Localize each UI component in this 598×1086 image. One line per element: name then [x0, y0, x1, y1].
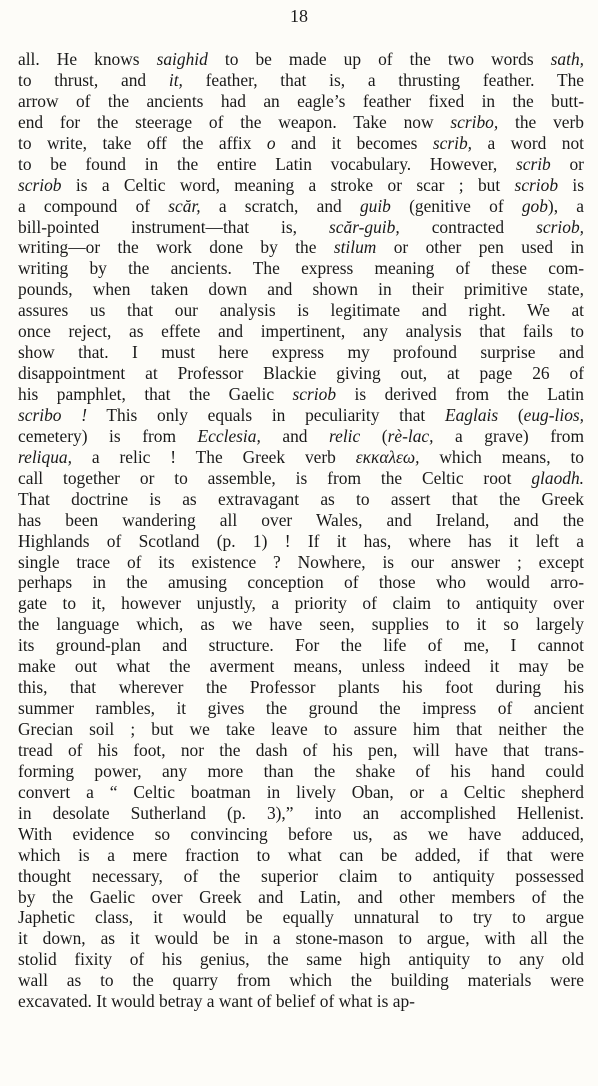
- text-run: which means, to: [419, 446, 584, 467]
- text-run: thought necessary, of the superior claim to antiquity possessed: [18, 865, 584, 886]
- italic-term: scăr-guib,: [329, 216, 400, 237]
- text-line: [18, 468, 584, 489]
- text-run: or: [550, 153, 584, 174]
- text-line: [18, 133, 584, 154]
- text-run: disappointment at Professor Blackie giving out, at page 26 of: [18, 363, 584, 384]
- italic-term: stilum: [333, 237, 377, 258]
- text-line: [18, 698, 584, 719]
- text-line: [18, 635, 584, 656]
- text-line: [18, 824, 584, 845]
- text-run: Highlands of Scotland (p. 1) ! If it has, where has it left a: [18, 530, 584, 551]
- text-run: writing—or the work done by the: [18, 237, 334, 258]
- text-run: gate to it, however unjustly, a priority of claim to antiquity over: [18, 593, 584, 614]
- text-line: [18, 677, 584, 698]
- text-run: single trace of its existence ? Nowhere, is our answer ; except: [18, 551, 584, 572]
- text-run: a compound of: [18, 195, 169, 216]
- text-run: Japhetic class, it would be equally unnatural to try to argue: [18, 907, 584, 928]
- italic-term: Ecclesia,: [197, 425, 261, 446]
- italic-term: scriob: [514, 174, 559, 195]
- text-line: [18, 342, 584, 363]
- text-line: [18, 740, 584, 761]
- italic-term: scriob: [292, 384, 337, 404]
- text-run: once reject, as effete and impertinent, any analysis that fails to: [18, 321, 584, 342]
- text-line: [18, 656, 584, 677]
- text-line: [18, 258, 584, 279]
- text-run: this, that wherever the Professor plants his foot during his: [18, 677, 584, 698]
- text-line: [18, 845, 584, 866]
- text-line: [18, 321, 584, 342]
- text-run: call together or to assemble, is from the Celtic root: [18, 467, 532, 488]
- text-run: a word not: [472, 132, 584, 153]
- text-run: bill-pointed instrument—that is,: [18, 216, 330, 237]
- text-run: stolid fixity of his genius, the same high antiquity to any old: [18, 949, 584, 970]
- text-line: [18, 866, 584, 887]
- text-run: all. He knows: [18, 49, 157, 69]
- italic-term: saighid: [156, 49, 208, 69]
- italic-term: eug-lios,: [523, 404, 584, 425]
- text-line: [18, 91, 584, 112]
- text-run: to write, take off the affix: [18, 132, 267, 153]
- text-run: tread of his foot, nor the dash of his pen, will have that trans-: [18, 739, 584, 760]
- text-line: [18, 489, 584, 510]
- text-run: a relic ! The Greek verb: [71, 446, 356, 467]
- text-line: [18, 782, 584, 803]
- text-run: make out what the averment means, unless indeed it may be: [18, 656, 584, 677]
- italic-term: it,: [168, 69, 183, 90]
- text-line: [18, 426, 584, 447]
- text-run: convert a “ Celtic boatman in lively Oban, or a Celtic shepherd: [18, 781, 584, 802]
- text-run: by the Gaelic over Greek and Latin, and other members of the: [18, 886, 584, 907]
- text-run: in desolate Sutherland (p. 3),” into an accomplished Hellenist.: [18, 802, 584, 823]
- text-line: [18, 363, 584, 384]
- text-line: [18, 300, 584, 321]
- italic-term: Eaglais: [444, 404, 499, 425]
- text-line: [18, 237, 584, 258]
- italic-term: scrib,: [432, 132, 473, 153]
- text-line: [18, 531, 584, 552]
- text-line: [18, 887, 584, 908]
- text-run: wall as to the quarry from which the building materials were: [18, 970, 584, 991]
- text-line: [18, 70, 584, 91]
- text-run: (genitive of: [390, 195, 522, 216]
- text-line: [18, 719, 584, 740]
- text-run: to thrust, and: [18, 69, 169, 90]
- text-line: [18, 614, 584, 635]
- text-run: the language which, as we have seen, supplies to it so largely: [18, 614, 584, 635]
- text-run: which is a mere fraction to what can be added, if that were: [18, 844, 584, 865]
- text-run: excavated. It would betray a want of belief of what is ap-: [18, 991, 415, 1012]
- text-run: writing by the ancients. The express meaning of these com-: [18, 258, 584, 279]
- text-run: the verb: [498, 111, 584, 132]
- text-line: [18, 970, 584, 991]
- text-run: is: [558, 174, 584, 195]
- text-line: [18, 510, 584, 531]
- text-run: end for the steerage of the weapon. Take now: [18, 111, 451, 132]
- text-run: pounds, when taken down and shown in their primitive state,: [18, 279, 584, 300]
- text-line: [18, 196, 584, 217]
- italic-term: scăr,: [168, 195, 201, 216]
- text-run: or other pen used in: [376, 237, 584, 258]
- text-line: [18, 803, 584, 824]
- text-run: arrow of the ancients had an eagle’s feather fixed in the butt-: [18, 90, 584, 111]
- text-run: it down, as it would be in a stone-mason to argue, with all the: [18, 928, 584, 949]
- text-run: a scratch, and: [200, 195, 360, 216]
- text-run: (: [360, 425, 388, 446]
- text-line: [18, 447, 584, 468]
- text-run: forming power, any more than the shake of his hand could: [18, 760, 584, 781]
- text-line: [18, 175, 584, 196]
- text-run: cemetery) is from: [18, 425, 198, 446]
- text-line: [18, 279, 584, 300]
- text-run: Grecian soil ; but we take leave to assure him that neither the: [18, 719, 584, 739]
- text-run: feather, that is, a thrusting feather. The: [182, 69, 584, 90]
- italic-term: scrib: [515, 153, 551, 174]
- text-run: That doctrine is as extravagant as to assert that the Greek: [18, 488, 584, 509]
- text-line: [18, 928, 584, 949]
- text-run: perhaps in the amusing conception of those who would arro-: [18, 572, 584, 593]
- page-number: 18: [290, 6, 308, 26]
- text-line: [18, 907, 584, 928]
- text-line: [18, 49, 584, 70]
- italic-term: scribo,: [450, 111, 499, 132]
- text-line: [18, 991, 584, 1012]
- text-line: [18, 154, 584, 175]
- text-run: has been wandering all over Wales, and Ireland, and the: [18, 509, 584, 530]
- italic-term: scriob: [18, 174, 62, 195]
- italic-term: reliqua,: [18, 446, 72, 467]
- text-run: ), a: [547, 195, 584, 216]
- text-line: [18, 217, 584, 238]
- text-run: and: [260, 425, 329, 446]
- italic-term: εκκαλεω,: [355, 446, 420, 467]
- text-run: summer rambles, it gives the ground the impress of ancient: [18, 698, 584, 719]
- text-run: is derived from the Latin: [336, 384, 584, 404]
- italic-term: glaodh.: [531, 467, 584, 488]
- italic-term: relic: [329, 425, 361, 446]
- italic-term: scriob,: [536, 216, 584, 237]
- italic-term: scribo !: [18, 404, 87, 425]
- text-run: a grave) from: [433, 425, 584, 446]
- text-run: show that. I must here express my profound surprise and: [18, 342, 584, 363]
- text-run: This only equals in peculiarity that: [87, 404, 445, 425]
- text-run: With evidence so convincing before us, as we have adduced,: [18, 823, 584, 844]
- italic-term: o: [266, 132, 276, 153]
- italic-term: gob: [521, 195, 548, 216]
- text-line: [18, 572, 584, 593]
- text-line: [18, 112, 584, 133]
- text-line: [18, 761, 584, 782]
- text-run: and it becomes: [275, 132, 433, 153]
- text-line: [18, 552, 584, 573]
- text-line: [18, 405, 584, 426]
- text-run: is a Celtic word, meaning a stroke or scar ; but: [61, 174, 515, 195]
- text-run: to be found in the entire Latin vocabulary. However,: [18, 153, 516, 174]
- text-run: assures us that our analysis is legitimate and right. We at: [18, 300, 584, 321]
- text-run: its ground-plan and structure. For the life of me, I cannot: [18, 635, 584, 656]
- text-run: to be made up of the two words: [207, 49, 551, 69]
- text-line: [18, 384, 584, 405]
- text-run: (: [498, 404, 524, 425]
- italic-term: sath,: [550, 49, 584, 69]
- italic-term: rè-lac,: [387, 425, 434, 446]
- text-run: contracted: [399, 216, 537, 237]
- italic-term: guib: [359, 195, 391, 216]
- text-run: his pamphlet, that the Gaelic: [18, 384, 293, 404]
- text-line: [18, 593, 584, 614]
- body-text: [18, 49, 584, 1012]
- text-line: [18, 949, 584, 970]
